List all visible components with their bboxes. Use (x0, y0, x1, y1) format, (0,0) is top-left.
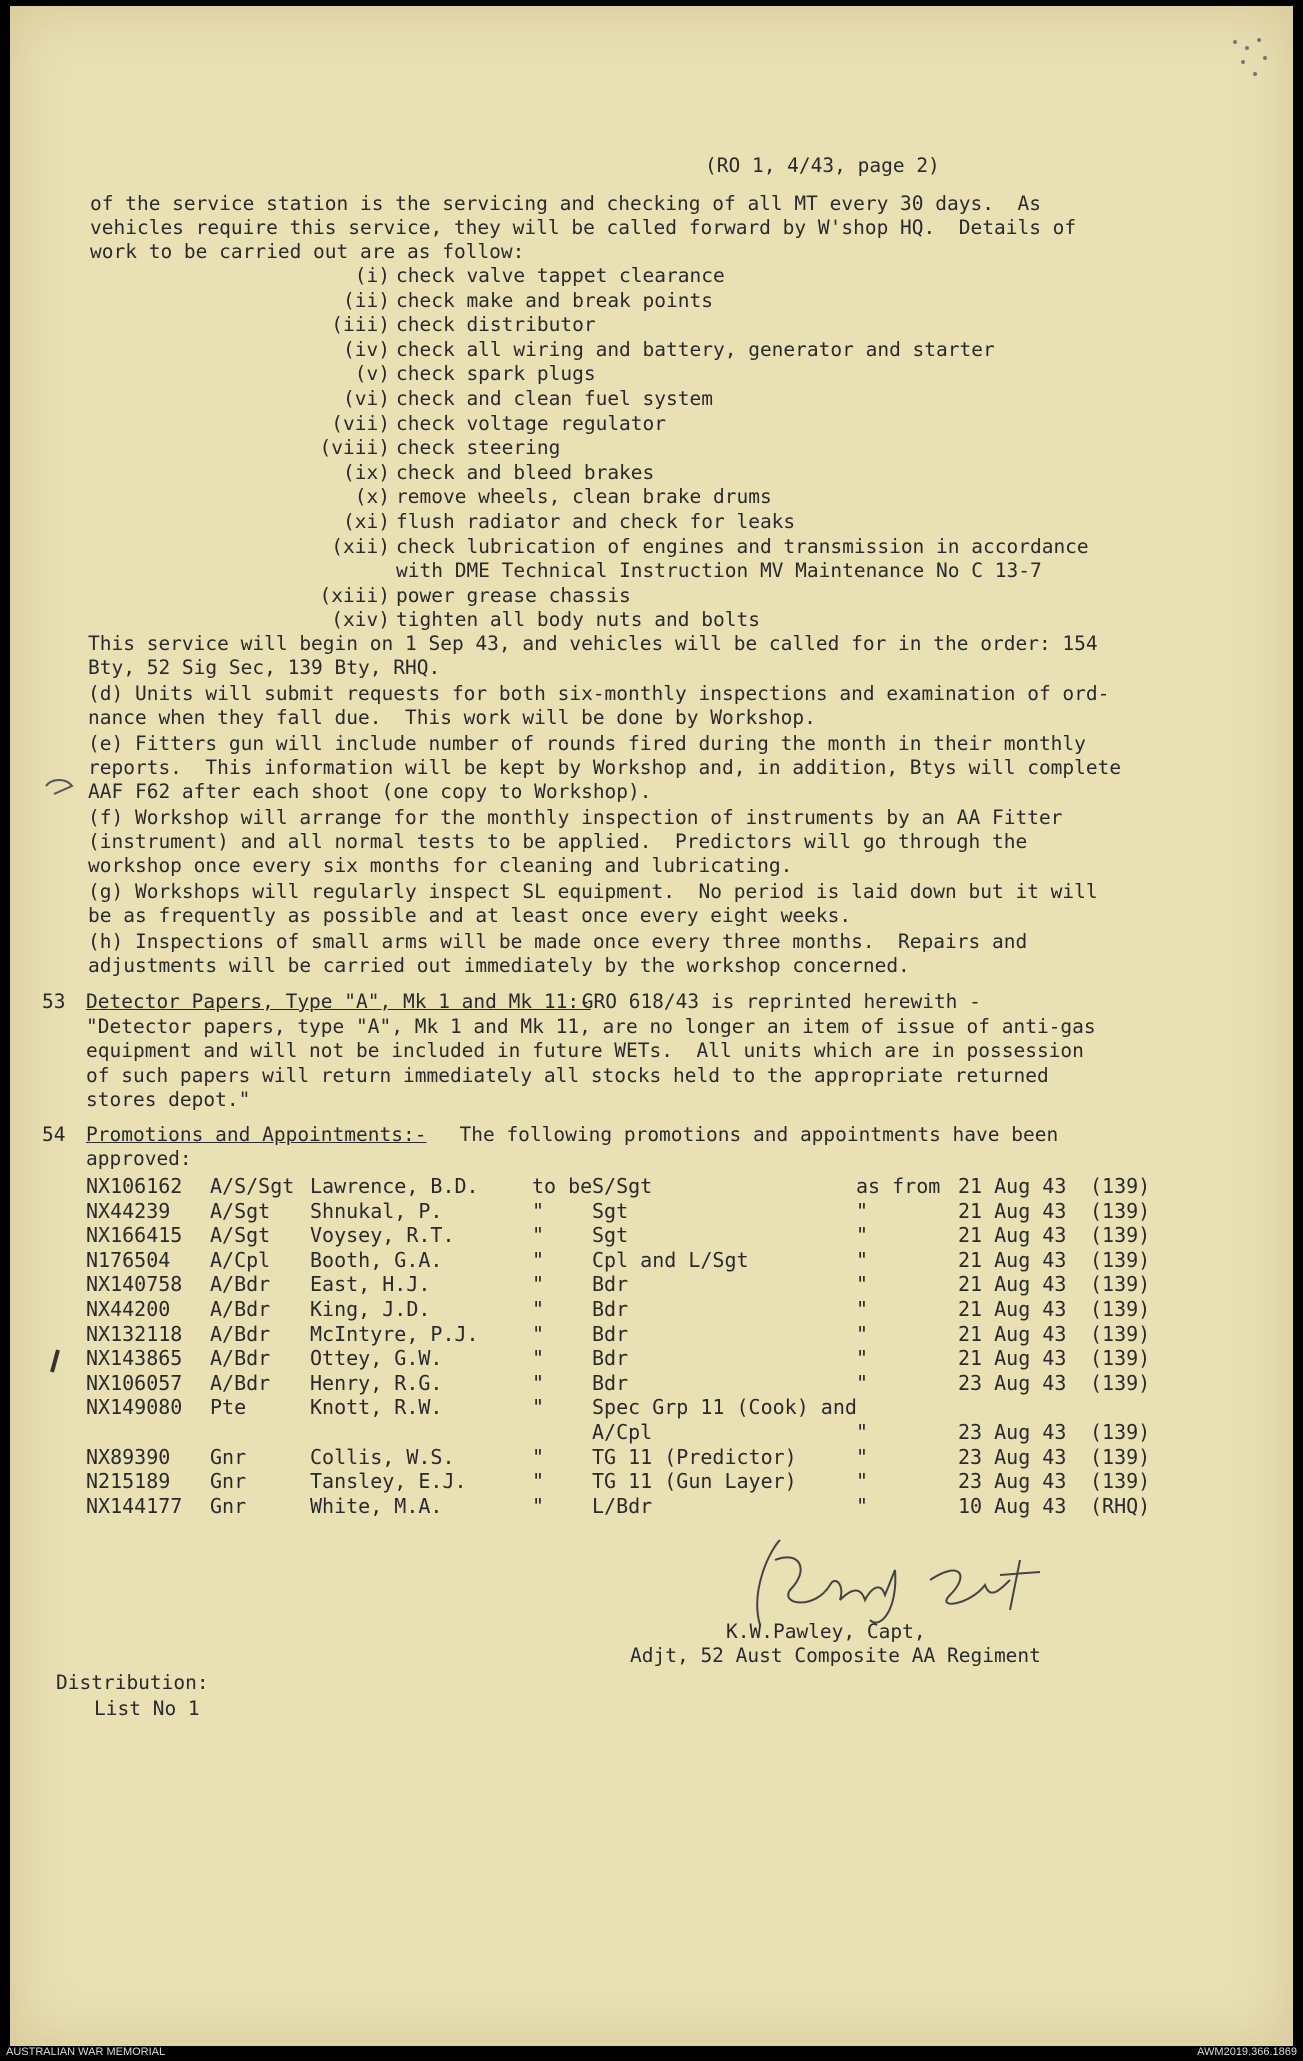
promotion-date: 10 Aug 43 (958, 1493, 1067, 1518)
paragraph-line: of such papers will return immediately all stocks held to the appropriate returned (86, 1063, 1049, 1087)
promotion-name: East, H.J. (310, 1272, 431, 1297)
distribution-label: Distribution: (56, 1671, 209, 1694)
paragraph-line: "Detector papers, type "A", Mk 1 and Mk 11, are no longer an item of issue of anti-gas (86, 1014, 1096, 1038)
checklist-item: check voltage regulator (396, 411, 667, 435)
checklist-number: (xiii) (319, 583, 390, 607)
promotion-unit: (139) (1090, 1469, 1151, 1494)
paragraph-number: 53 (42, 990, 66, 1013)
checklist-item: check and bleed brakes (396, 460, 655, 484)
checklist-number: (iv) (343, 337, 390, 361)
checklist-item: check and clean fuel system (396, 387, 713, 410)
promotion-date: 23 Aug 43 (958, 1420, 1067, 1444)
promotion-name: Henry, R.G. (310, 1370, 443, 1395)
distribution-list: List No 1 (94, 1697, 200, 1720)
promotion-from: " (856, 1297, 869, 1321)
margin-mark (44, 776, 74, 796)
promotion-rank: Gnr (210, 1469, 247, 1494)
checklist-item: check make and break points (396, 288, 713, 312)
promotion-no: NX132118 (86, 1321, 183, 1346)
checklist-item: remove wheels, clean brake drums (396, 485, 772, 509)
promotion-from: " (856, 1247, 869, 1272)
promotion-to: " (532, 1493, 545, 1518)
promotion-unit: (139) (1090, 1223, 1151, 1248)
promotion-date: 23 Aug 43 (958, 1370, 1067, 1395)
promotion-date: 21 Aug 43 (958, 1272, 1067, 1297)
body-line: (h) Inspections of small arms will be made once every three months. Repairs and (88, 929, 1028, 953)
promotion-new: Spec Grp 11 (Cook) and (592, 1395, 857, 1420)
promotion-date: 21 Aug 43 (958, 1247, 1067, 1272)
body-line: be as frequently as possible and at least once every eight weeks. (88, 904, 852, 928)
promotion-from: " (856, 1444, 869, 1469)
signatory-title: Adjt, 52 Aust Composite AA Regiment (630, 1644, 1041, 1667)
checklist-number: (i) (354, 264, 390, 287)
body-line: (f) Workshop will arrange for the monthly inspection of instruments by an AA Fitter (88, 805, 1063, 829)
promotion-no: NX44239 (86, 1198, 171, 1223)
document-page (10, 6, 1293, 2046)
promotion-rank: Gnr (210, 1444, 247, 1469)
promotion-from: " (856, 1321, 869, 1346)
promotion-from: as from (856, 1174, 941, 1198)
promotion-rank: A/Cpl (210, 1247, 271, 1272)
promotion-from: " (856, 1223, 869, 1248)
promotion-new: Sgt (592, 1198, 629, 1223)
body-line: Bty, 52 Sig Sec, 139 Bty, RHQ. (88, 656, 441, 680)
paragraph-text: GRO 618/43 is reprinted herewith - (570, 990, 981, 1013)
promotion-name: King, J.D. (310, 1297, 431, 1321)
promotion-new: TG 11 (Predictor) (592, 1444, 797, 1469)
promotion-to: " (532, 1370, 545, 1395)
promotion-to: " (532, 1444, 545, 1469)
paragraph-text: The following promotions and appointments have been (436, 1123, 1059, 1146)
promotion-no: NX106057 (86, 1370, 183, 1395)
body-line: (instrument) and all normal tests to be applied. Predictors will go through the (88, 830, 1028, 853)
checklist-item: check steering (396, 436, 561, 460)
promotion-to: " (532, 1321, 545, 1346)
promotion-to: " (532, 1223, 545, 1248)
promotion-new: S/Sgt (592, 1174, 653, 1198)
promotion-name: Tansley, E.J. (310, 1469, 467, 1494)
footer-right: AWM2019.366.1869 (1197, 2046, 1297, 2058)
checklist-number: (v) (354, 362, 390, 386)
promotion-unit: (RHQ) (1090, 1493, 1151, 1518)
promotion-new: Bdr (592, 1370, 629, 1395)
promotion-date: 21 Aug 43 (958, 1198, 1067, 1223)
promotion-from: " (856, 1420, 869, 1444)
intro-line: work to be carried out are as follow: (90, 240, 525, 263)
promotion-unit: (139) (1090, 1321, 1151, 1346)
margin-tick (48, 1348, 62, 1374)
body-line: reports. This information will be kept by Workshop and, in addition, Btys will complete (88, 755, 1122, 779)
intro-line: vehicles require this service, they will be called forward by W'shop HQ. Details of (90, 216, 1077, 239)
promotion-date: 21 Aug 43 (958, 1346, 1067, 1371)
promotion-rank: A/Bdr (210, 1297, 271, 1321)
promotion-date: 21 Aug 43 (958, 1174, 1067, 1198)
promotion-unit: (139) (1090, 1297, 1151, 1321)
paragraph-text: approved: (86, 1147, 192, 1170)
promotion-rank: A/S/Sgt (210, 1174, 295, 1198)
promotion-date: 21 Aug 43 (958, 1297, 1067, 1321)
promotion-to: " (532, 1395, 545, 1420)
promotion-unit: (139) (1090, 1272, 1151, 1297)
promotion-unit: (139) (1090, 1198, 1151, 1223)
checklist-item: tighten all body nuts and bolts (396, 608, 760, 632)
checklist-number: (vi) (343, 387, 390, 410)
promotion-to: to be (532, 1174, 593, 1198)
promotion-date: 23 Aug 43 (958, 1444, 1067, 1469)
promotion-new: Bdr (592, 1346, 629, 1371)
promotion-name: Collis, W.S. (310, 1444, 455, 1469)
handwritten-signature (720, 1530, 1060, 1640)
promotion-rank: A/Bdr (210, 1321, 271, 1346)
checklist-item: check distributor (396, 313, 596, 337)
promotion-no: NX149080 (86, 1395, 183, 1420)
promotion-no: N215189 (86, 1469, 171, 1494)
promotion-name: Lawrence, B.D. (310, 1174, 479, 1198)
body-line: (g) Workshops will regularly inspect SL equipment. No period is laid down but it will (88, 879, 1098, 903)
signatory-name: K.W.Pawley, Capt, (726, 1620, 926, 1643)
checklist-item: flush radiator and check for leaks (396, 510, 796, 533)
checklist-item: check lubrication of engines and transmission in accordance (396, 534, 1089, 558)
checklist-number: (ix) (343, 460, 390, 484)
promotion-from: " (856, 1370, 869, 1395)
promotion-no: NX143865 (86, 1346, 183, 1371)
promotion-from: " (856, 1493, 869, 1518)
promotion-no: NX106162 (86, 1174, 183, 1198)
promotion-date: 21 Aug 43 (958, 1321, 1067, 1346)
promotion-unit: (139) (1090, 1444, 1151, 1469)
checklist-item: check valve tappet clearance (396, 264, 725, 287)
paragraph-line: stores depot." (86, 1088, 251, 1111)
paragraph-heading: Promotions and Appointments:- (86, 1123, 427, 1146)
paragraph-number: 54 (42, 1123, 66, 1146)
promotion-name: Voysey, R.T. (310, 1223, 455, 1248)
promotion-unit: (139) (1090, 1247, 1151, 1272)
footer-left: AUSTRALIAN WAR MEMORIAL (6, 2046, 166, 2058)
promotion-rank: Gnr (210, 1493, 247, 1518)
body-line: (e) Fitters gun will include number of rounds fired during the month in their monthly (88, 731, 1086, 755)
checklist-number: (iii) (331, 313, 390, 337)
promotion-unit: (139) (1090, 1420, 1151, 1444)
promotion-to: " (532, 1469, 545, 1494)
promotion-no: NX166415 (86, 1223, 183, 1248)
promotion-from: " (856, 1198, 869, 1223)
paragraph-line: equipment and will not be included in future WETs. All units which are in possession (86, 1039, 1084, 1062)
promotion-name: Shnukal, P. (310, 1198, 443, 1223)
promotion-to: " (532, 1272, 545, 1297)
body-line: adjustments will be carried out immediately by the workshop concerned. (88, 953, 910, 977)
promotion-new: TG 11 (Gun Layer) (592, 1469, 797, 1494)
promotion-date: 23 Aug 43 (958, 1469, 1067, 1494)
checklist-number: (xii) (331, 534, 390, 558)
promotion-from: " (856, 1346, 869, 1371)
promotion-new: L/Bdr (592, 1493, 653, 1518)
body-line: (d) Units will submit requests for both six-monthly inspections and examination of ord- (88, 681, 1110, 705)
promotion-new: Bdr (592, 1272, 629, 1297)
checklist-number: (xi) (343, 510, 390, 533)
body-line: workshop once every six months for cleaning and lubricating. (88, 854, 793, 878)
page-reference: (RO 1, 4/43, page 2) (705, 154, 940, 177)
checklist-number: (x) (354, 485, 390, 509)
promotion-from: " (856, 1272, 869, 1297)
promotion-name: Ottey, G.W. (310, 1346, 443, 1371)
promotion-new: Bdr (592, 1321, 629, 1346)
checklist-number: (viii) (319, 436, 390, 460)
promotion-name: White, M.A. (310, 1493, 443, 1518)
promotion-name: Knott, R.W. (310, 1395, 443, 1420)
promotion-rank: A/Bdr (210, 1346, 271, 1371)
promotion-no: NX144177 (86, 1493, 183, 1518)
promotion-date: 21 Aug 43 (958, 1223, 1067, 1248)
body-line: AAF F62 after each shoot (one copy to Workshop). (88, 780, 652, 804)
checklist-item: check spark plugs (396, 362, 596, 386)
promotion-no: N176504 (86, 1247, 171, 1272)
promotion-new: Cpl and L/Sgt (592, 1247, 749, 1272)
promotion-unit: (139) (1090, 1370, 1151, 1395)
body-line: nance when they fall due. This work will be done by Workshop. (88, 706, 816, 730)
checklist-number: (vii) (331, 411, 390, 435)
checklist-number: (ii) (343, 288, 390, 312)
promotion-rank: A/Sgt (210, 1198, 271, 1223)
promotion-no: NX89390 (86, 1444, 171, 1469)
promotion-name: McIntyre, P.J. (310, 1321, 479, 1346)
promotion-unit: (139) (1090, 1174, 1151, 1198)
promotion-rank: A/Sgt (210, 1223, 271, 1248)
checklist-item: check all wiring and battery, generator and starter (396, 337, 995, 361)
body-line: This service will begin on 1 Sep 43, and vehicles will be called for in the order: 154 (88, 632, 1098, 655)
checklist-item: with DME Technical Instruction MV Maintenance No C 13-7 (396, 559, 1042, 583)
promotion-new: Bdr (592, 1297, 629, 1321)
promotion-no: NX44200 (86, 1297, 171, 1321)
paragraph-heading: Detector Papers, Type "A", Mk 1 and Mk 11:- (86, 990, 591, 1013)
checklist-number: (xiv) (331, 608, 390, 632)
promotion-no: NX140758 (86, 1272, 183, 1297)
promotion-unit: (139) (1090, 1346, 1151, 1371)
promotion-to: " (532, 1247, 545, 1272)
promotion-new: Sgt (592, 1223, 629, 1248)
promotion-rank: Pte (210, 1395, 247, 1420)
promotion-to: " (532, 1297, 545, 1321)
promotion-name: Booth, G.A. (310, 1247, 443, 1272)
promotion-rank: A/Bdr (210, 1272, 271, 1297)
corner-hole-marks (1225, 32, 1275, 92)
promotion-from: " (856, 1469, 869, 1494)
intro-line: of the service station is the servicing and checking of all MT every 30 days. As (90, 192, 1041, 215)
checklist-item: power grease chassis (396, 583, 631, 607)
promotion-to: " (532, 1346, 545, 1371)
promotion-new: A/Cpl (592, 1420, 653, 1444)
promotion-rank: A/Bdr (210, 1370, 271, 1395)
promotion-to: " (532, 1198, 545, 1223)
